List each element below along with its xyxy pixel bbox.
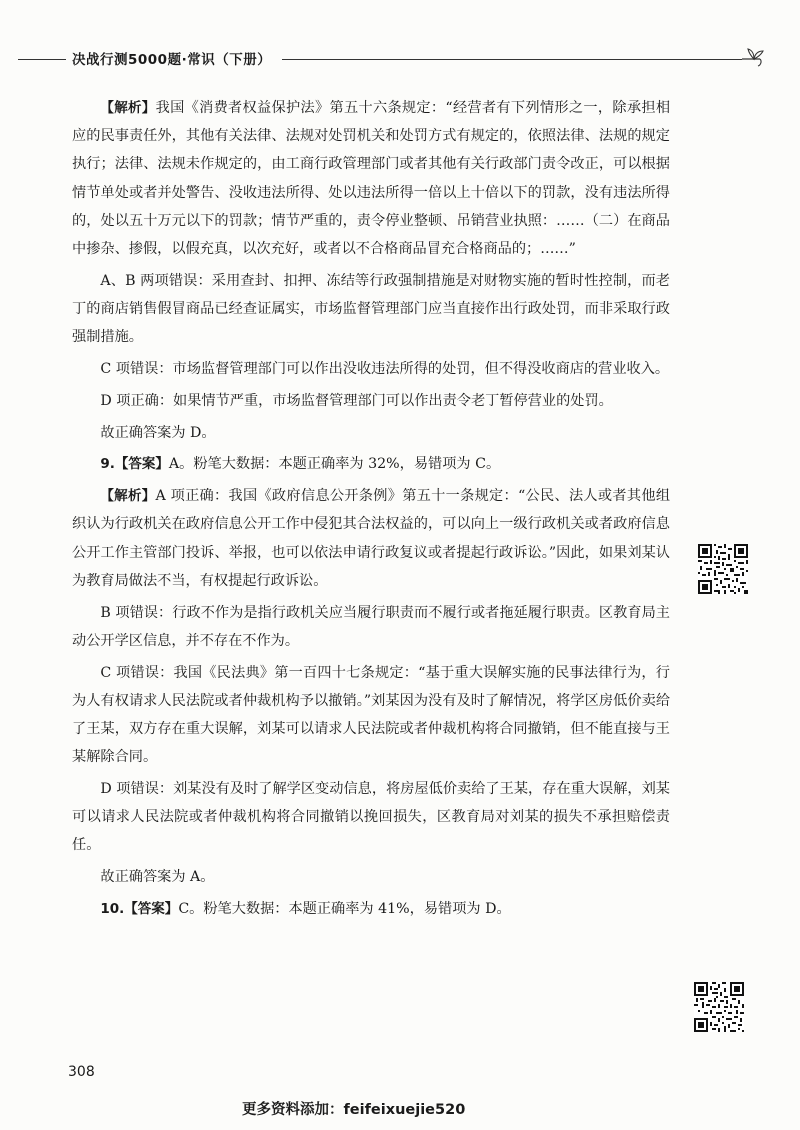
answer-tag: 10.【答案】 xyxy=(100,901,179,918)
paragraph-analysis-consumer-law xyxy=(72,94,670,263)
paragraph-text: C 项错误：我国《民法典》第一百四十七条规定：“基于重大误解实施的民事法律行为，行为人有权请求人民法院或者仲裁机构予以撤销。”刘某因为没有及时了解情况，将学区房低价卖给了王某，双方存在重大误解，刘某可以请求人民法院或者仲裁机构将合同撤销，但不能直接与王某解除合同。 xyxy=(72,664,670,766)
paragraph-conclusion-a xyxy=(72,863,670,891)
page-number: 308 xyxy=(68,1064,95,1080)
paragraph-answer-10 xyxy=(72,895,670,923)
running-header xyxy=(0,44,800,74)
paragraph-conclusion-d xyxy=(72,419,670,447)
paragraph-text: 故正确答案为 A。 xyxy=(100,869,215,886)
paragraph-text: D 项错误：刘某没有及时了解学区变动信息，将房屋低价卖给了王某，存在重大误解，刘某可以请求人民法院或者仲裁机构将合同撤销以挽回损失，区教育局对刘某的损失不承担赔偿责任。 xyxy=(72,781,670,854)
paragraph-answer-9 xyxy=(72,450,670,478)
paragraph-option-d xyxy=(72,387,670,415)
paragraph-text: 我国《消费者权益保护法》第五十六条规定：“经营者有下列情形之一，除承担相应的民事责任外，其他有关法律、法规对处罚机关和处罚方式有规定的，依照法律、法规的规定执行；法律、法规未作规定的，由工商行政管理部门或者其他有关行政部门责令改正，可以根据情节单处或者并处警告、没收违法所得、处以违法所得一倍以上十倍以下的罚款，没有违法所得的，处以五十万元以下的罚款；情节严重的，责令停业整顿、吊销营业执照：……（二）在商品中掺杂、掺假，以假充真，以次充好，或者以不合格商品冒充合格商品的；……” xyxy=(72,100,671,258)
analysis-tag: 【解析】 xyxy=(100,100,156,116)
footer-contact-note: 更多资料添加：feifeixuejie520 xyxy=(242,1102,466,1118)
paragraph-option-9c xyxy=(72,659,670,772)
paragraph-text: C。粉笔大数据：本题正确率为 41%，易错项为 D。 xyxy=(178,901,511,918)
header-title: 决战行测5000题·常识（下册） xyxy=(72,52,272,68)
paragraph-option-9d xyxy=(72,775,670,860)
answer-explanation-body xyxy=(72,94,670,927)
paragraph-text: A。粉笔大数据：本题正确率为 32%，易错项为 C。 xyxy=(168,456,501,473)
paragraph-text: D 项正确：如果情节严重，市场监督管理部门可以作出责令老丁暂停营业的处罚。 xyxy=(100,392,613,409)
paragraph-analysis-9a xyxy=(72,482,670,595)
paragraph-text: B 项错误：行政不作为是指行政机关应当履行职责而不履行或者拖延履行职责。区教育局主动公开学区信息，并不存在不作为。 xyxy=(72,604,670,649)
paragraph-text: C 项错误：市场监督管理部门可以作出没收违法所得的处罚，但不得没收商店的营业收入。 xyxy=(100,361,670,378)
paragraph-option-ab xyxy=(72,267,670,352)
paragraph-text: A 项正确：我国《政府信息公开条例》第五十一条规定：“公民、法人或者其他组织认为行政机关在政府信息公开工作中侵犯其合法权益的，可以向上一级行政机关或者政府信息公开工作主管部门投诉、举报，也可以依法申请行政复议或者提起行政诉讼。”因此，如果刘某认为教育局做法不当，有权提起行政诉讼。 xyxy=(72,488,671,589)
analysis-tag: 【解析】 xyxy=(100,488,156,505)
paragraph-text: A、B 两项错误：采用查封、扣押、冻结等行政强制措施是对财物实施的暂时性控制，而老丁的商店销售假冒商品已经查证属实，市场监督管理部门应当直接作出行政处罚，而非采取行政强制措施。 xyxy=(72,272,670,346)
header-rule-left xyxy=(18,59,66,60)
header-rule-right xyxy=(282,59,742,60)
paragraph-option-c xyxy=(72,355,670,383)
qr-code-question-9[interactable] xyxy=(698,544,748,594)
qr-code-question-10[interactable] xyxy=(694,982,744,1032)
paragraph-text: 故正确答案为 D。 xyxy=(100,424,216,441)
answer-tag: 9.【答案】 xyxy=(100,456,169,473)
paragraph-option-9b xyxy=(72,599,670,655)
sprout-icon xyxy=(740,44,766,70)
